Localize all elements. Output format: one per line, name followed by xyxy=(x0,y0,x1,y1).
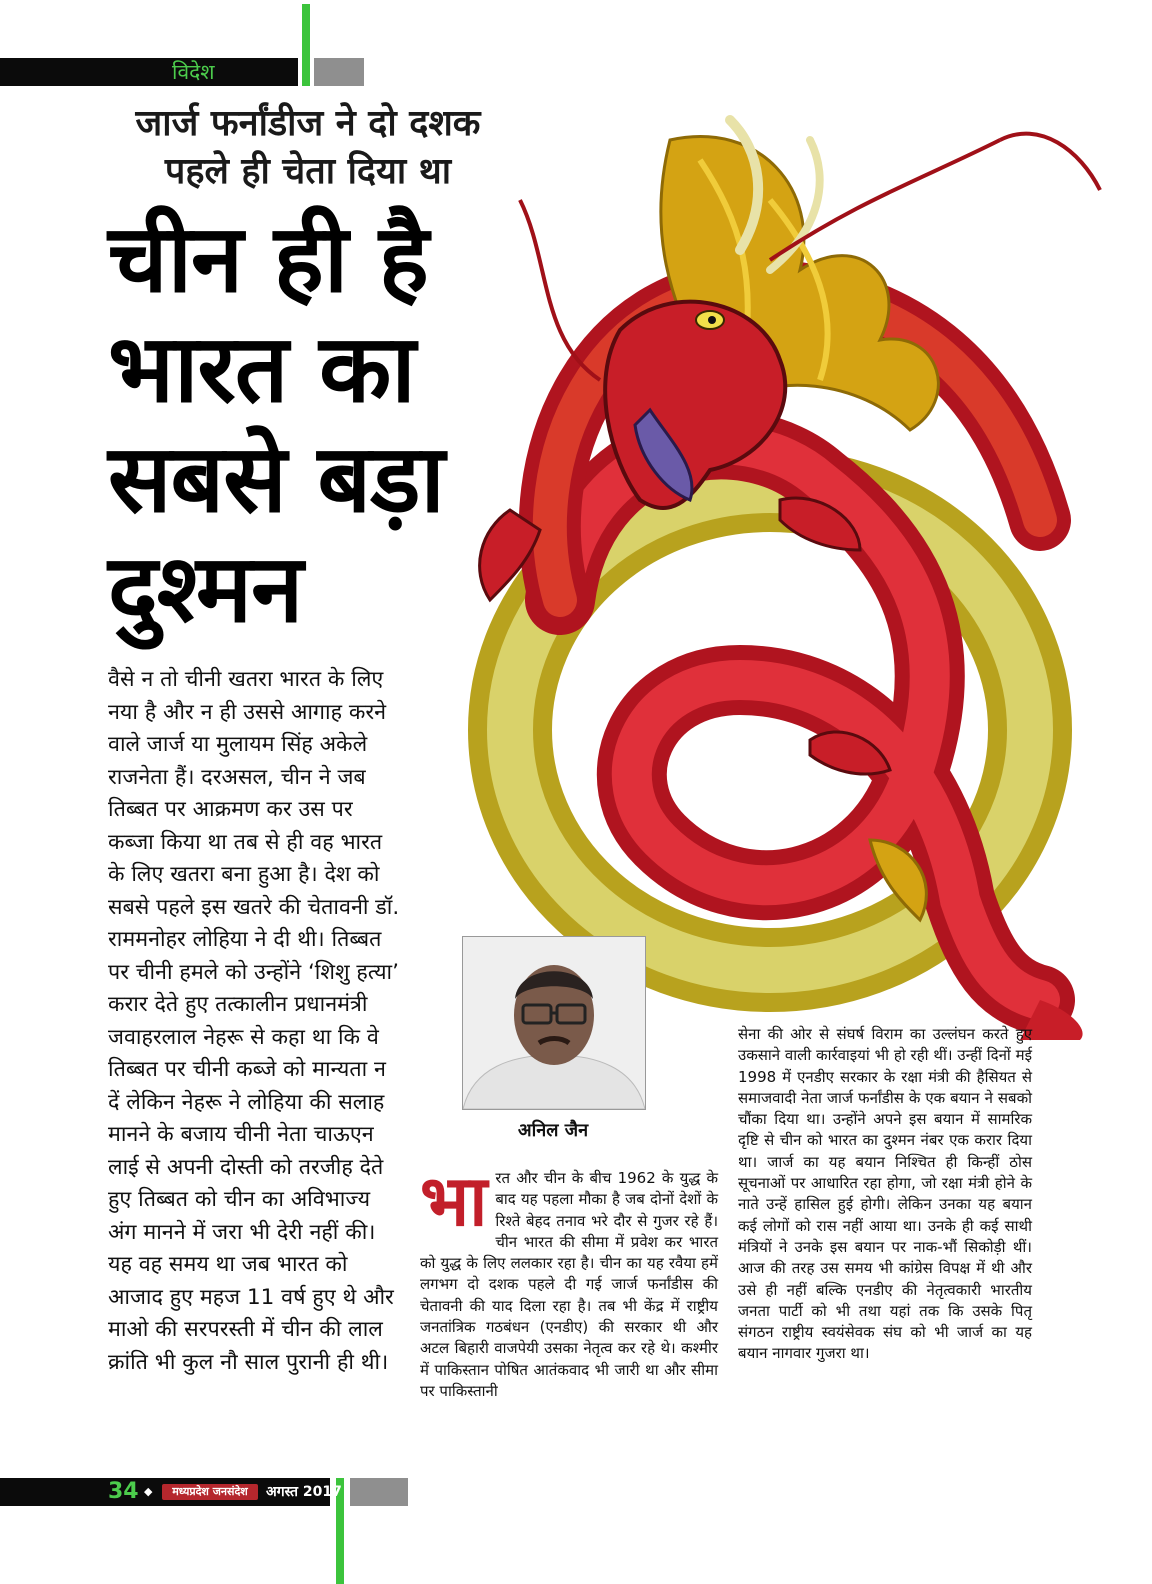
top-gray-block xyxy=(314,58,364,86)
top-green-rule xyxy=(302,4,310,86)
dropcap: भा xyxy=(420,1160,488,1242)
headline-line: दुश्मन xyxy=(108,535,303,644)
author-portrait xyxy=(462,936,646,1110)
author-name: अनिल जैन xyxy=(517,1120,589,1141)
kicker-line: पहले ही चेता दिया था xyxy=(164,151,452,192)
kicker-line: जार्ज फर्नांडीज ने दो दशक xyxy=(135,103,481,144)
body-column-2 xyxy=(420,1160,718,1402)
headline xyxy=(108,205,528,645)
magazine-name: मध्यप्रदेश जनसंदेश xyxy=(172,1485,248,1498)
headline-line: चीन ही है xyxy=(108,205,428,314)
body-column-2-text: रत और चीन के बीच 1962 के युद्ध के बाद यह पहला मौका है जब दोनों देशों के रिश्ते बेहद तनाव भरे दौर से गुजर रहे हैं। चीन भारत की सीमा में प्रवेश कर भारत को युद्ध के लिए ललकार रहा है। चीन का यह रवैया हमें लगभग दो दशक पहले दी गई जार्ज फर्नांडीस की चेतावनी की याद दिला रहा है। तब भी केंद्र में राष्ट्रीय जनतांत्रिक गठबंधन (एनडीए) की सरकार थी और अटल बिहारी वाजपेयी उसका नेतृत्व कर रहे थे। कश्मीर में पाकिस्तान पोषित आतंकवाद भी जारी था और सीमा पर पाकिस्तानी xyxy=(420,1169,718,1400)
diamond-icon: ◆ xyxy=(144,1485,153,1498)
body-column-3: सेना की ओर से संघर्ष विराम का उल्लंघन करते हुए उकसाने वाली कार्रवाइयां भी हो रही थीं। उन्हीं दिनों मई 1998 में एनडीए सरकार के रक्षा मंत्री की हैसियत से समाजवादी नेता जार्ज फर्नांडीस के एक बयान ने सबको चौंका दिया था। उन्होंने अपने इस बयान में सामरिक दृष्टि से चीन को भारत का दुश्मन नंबर एक करार दिया था। जार्ज का यह बयान निश्चित ही किन्हीं ठोस सूचनाओं पर आधारित रहा होगा, जो रक्षा मंत्री होने के नाते उन्हें हासिल हुई होगी। लेकिन उनका यह बयान कई लोगों को रास नहीं आया था। उनके ही कई साथी मंत्रियों ने उनके इस बयान पर नाक-भौं सिकोड़ी थीं। आज की तरह उस समय भी कांग्रेस विपक्ष में थी और उसे ही नहीं बल्कि एनडीए की नेतृत्वकारी भारतीय जनता पार्टी को भी तथा यहां तक कि उसके पितृ संगठन राष्ट्रीय स्वयंसेवक संघ को भी जार्ज का यह बयान नागवार गुजरा था। xyxy=(738,1025,1032,1363)
footer-gray-block xyxy=(350,1478,408,1506)
headline-line: सबसे बड़ा xyxy=(108,425,444,534)
headline-line: भारत का xyxy=(108,315,415,424)
page-number: 34 xyxy=(108,1479,139,1504)
top-black-bar xyxy=(0,58,298,86)
section-label: विदेश xyxy=(172,60,215,84)
lead-paragraph: वैसे न तो चीनी खतरा भारत के लिए नया है और न ही उससे आगाह करने वाले जार्ज या मुलायम सिंह अकेले राजनेता हैं। दरअसल, चीन ने जब तिब्बत पर आक्रमण कर उस पर कब्जा किया था तब से ही वह भारत के लिए खतरा बना हुआ है। देश को सबसे पहले इस खतरे की चेतावनी डॉ. राममनोहर लोहिया ने दी थी। तिब्बत पर चीनी हमले को उन्होंने ‘शिशु हत्या’ करार देते हुए तत्कालीन प्रधानमंत्री जवाहरलाल नेहरू से कहा था कि वे तिब्बत पर चीनी कब्जे को मान्यता न दें लेकिन नेहरू ने लोहिया की सलाह मानने के बजाय चीनी नेता चाऊएन लाई से अपनी दोस्ती को तरजीह देते हुए तिब्बत को चीन का अविभाज्य अंग मानने में जरा भी देरी नहीं की। यह वह समय था जब भारत को आजाद हुए महज 11 वर्ष हुए थे और माओ की सरपरस्ती में चीन की लाल क्रांति भी कुल नौ साल पुरानी ही थी। xyxy=(108,667,400,1375)
issue-date: अगस्त 2017 xyxy=(266,1484,342,1500)
dragon-illustration xyxy=(440,80,1152,1040)
